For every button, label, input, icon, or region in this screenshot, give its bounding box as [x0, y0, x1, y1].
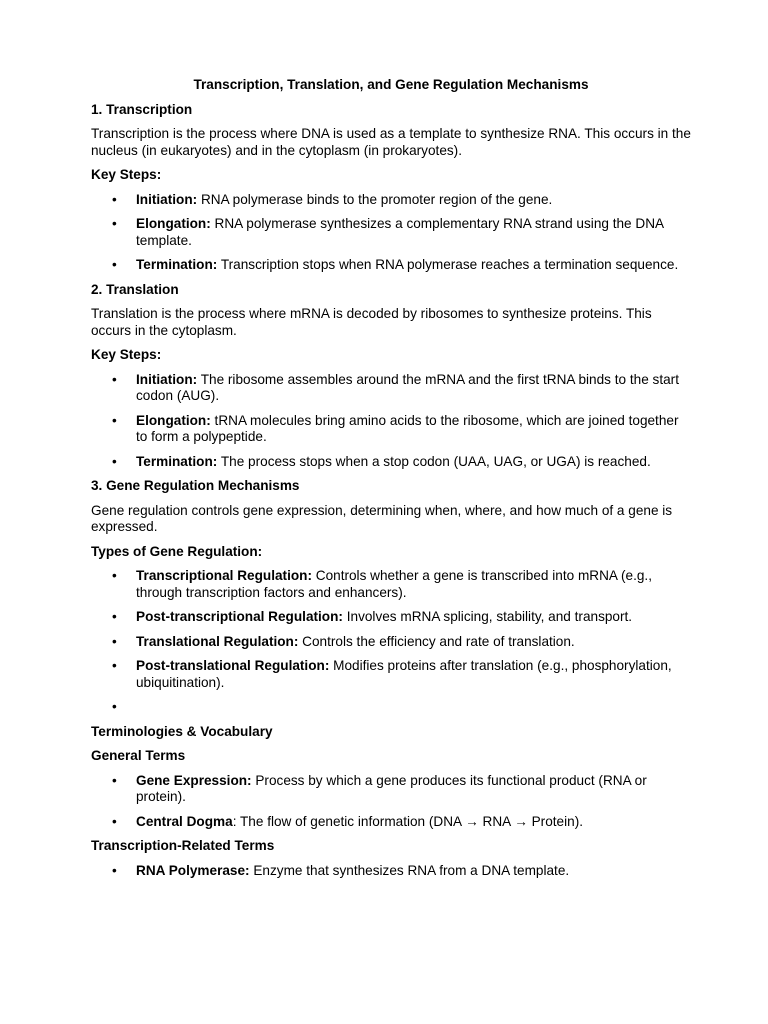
term: Elongation: [136, 412, 211, 428]
definition: Enzyme that synthesizes RNA from a DNA template. [249, 862, 570, 878]
bullet-icon: • [112, 658, 117, 673]
translation-steps-heading: Key Steps: [91, 347, 162, 362]
list-item [91, 634, 681, 651]
transcription-intro: Transcription is the process where DNA is used as a template to synthesize RNA. This occurs in the nucleus (in eukaryotes) and in the cytoplasm (in prokaryotes). [91, 126, 691, 158]
definition: Transcription stops when RNA polymerase reaches a termination sequence. [217, 257, 679, 272]
regulation-intro: Gene regulation controls gene expression, determining when, where, and how much of a gene is expressed. [91, 502, 673, 534]
list-item [91, 609, 681, 626]
section-heading-vocabulary: Terminologies & Vocabulary [91, 723, 273, 739]
list-item [91, 257, 681, 274]
term: Central Dogma [136, 813, 233, 829]
list-item [91, 192, 681, 209]
transcription-terms-heading: Transcription-Related Terms [91, 838, 275, 853]
document-title: Transcription, Translation, and Gene Regulation Mechanisms [193, 77, 589, 92]
term: RNA Polymerase: [136, 862, 250, 878]
bullet-icon: • [112, 862, 117, 878]
translation-steps-list [91, 372, 691, 471]
general-terms-list [91, 773, 691, 831]
bullet-icon: • [112, 699, 117, 714]
bullet-icon: • [112, 371, 117, 387]
translation-intro: Translation is the process where mRNA is decoded by ribosomes to synthesize proteins. This occurs in the cytoplasm. [91, 306, 652, 338]
list-item [91, 372, 681, 405]
term: Elongation: [136, 216, 211, 231]
term: Transcriptional Regulation: [136, 568, 312, 583]
list-item [91, 863, 681, 880]
definition: tRNA molecules bring amino acids to the ribosome, which are joined together to form a polypeptide. [136, 412, 679, 444]
term: Post-transcriptional Regulation: [136, 609, 343, 624]
transcription-steps-list [91, 192, 691, 274]
definition: Modifies proteins after translation (e.g., phosphorylation, ubiquitination). [136, 658, 672, 690]
bullet-icon: • [112, 633, 117, 649]
term: Termination: [136, 453, 218, 469]
term: Termination: [136, 257, 218, 272]
transcription-terms-list [91, 863, 691, 880]
regulation-types-list [91, 568, 691, 716]
definition: RNA polymerase binds to the promoter region of the gene. [197, 191, 553, 207]
definition: The process stops when a stop codon (UAA, UAG, or UGA) is reached. [217, 453, 651, 469]
bullet-icon: • [112, 453, 117, 469]
section-heading-transcription: 1. Transcription [91, 101, 193, 117]
general-terms-heading: General Terms [91, 748, 186, 763]
definition: The ribosome assembles around the mRNA and the first tRNA binds to the start codon (AUG). [136, 371, 679, 403]
term: Initiation: [136, 191, 198, 207]
empty-list-item [91, 699, 681, 716]
bullet-icon: • [112, 568, 117, 583]
term: Post-translational Regulation: [136, 658, 330, 673]
bullet-icon: • [112, 609, 117, 624]
transcription-steps-heading: Key Steps: [91, 167, 162, 182]
regulation-types-heading: Types of Gene Regulation: [91, 543, 263, 559]
definition: RNA polymerase synthesizes a complementary RNA strand using the DNA template. [136, 216, 664, 248]
bullet-icon: • [112, 191, 117, 207]
bullet-icon: • [112, 412, 117, 428]
list-item [91, 658, 681, 691]
definition: Controls the efficiency and rate of translation. [298, 633, 575, 649]
section-heading-regulation: 3. Gene Regulation Mechanisms [91, 478, 300, 493]
definition: Controls whether a gene is transcribed into mRNA (e.g., through transcription factors and enhancers). [136, 568, 652, 600]
bullet-icon: • [112, 257, 117, 272]
section-heading-translation: 2. Translation [91, 281, 179, 297]
list-item [91, 413, 681, 446]
bullet-icon: • [112, 813, 117, 829]
list-item [91, 216, 681, 249]
document-page [91, 77, 691, 887]
term: Translational Regulation: [136, 633, 299, 649]
definition: Involves mRNA splicing, stability, and transport. [342, 609, 633, 624]
list-item [91, 773, 681, 806]
definition: : The flow of genetic information (DNA → RNA → Protein). [232, 813, 583, 829]
bullet-icon: • [112, 772, 117, 788]
list-item [91, 568, 681, 601]
term: Initiation: [136, 371, 198, 387]
list-item [91, 454, 681, 471]
term: Gene Expression: [136, 772, 252, 788]
definition: Process by which a gene produces its functional product (RNA or protein). [136, 772, 647, 804]
bullet-icon: • [112, 216, 117, 231]
list-item [91, 814, 681, 831]
